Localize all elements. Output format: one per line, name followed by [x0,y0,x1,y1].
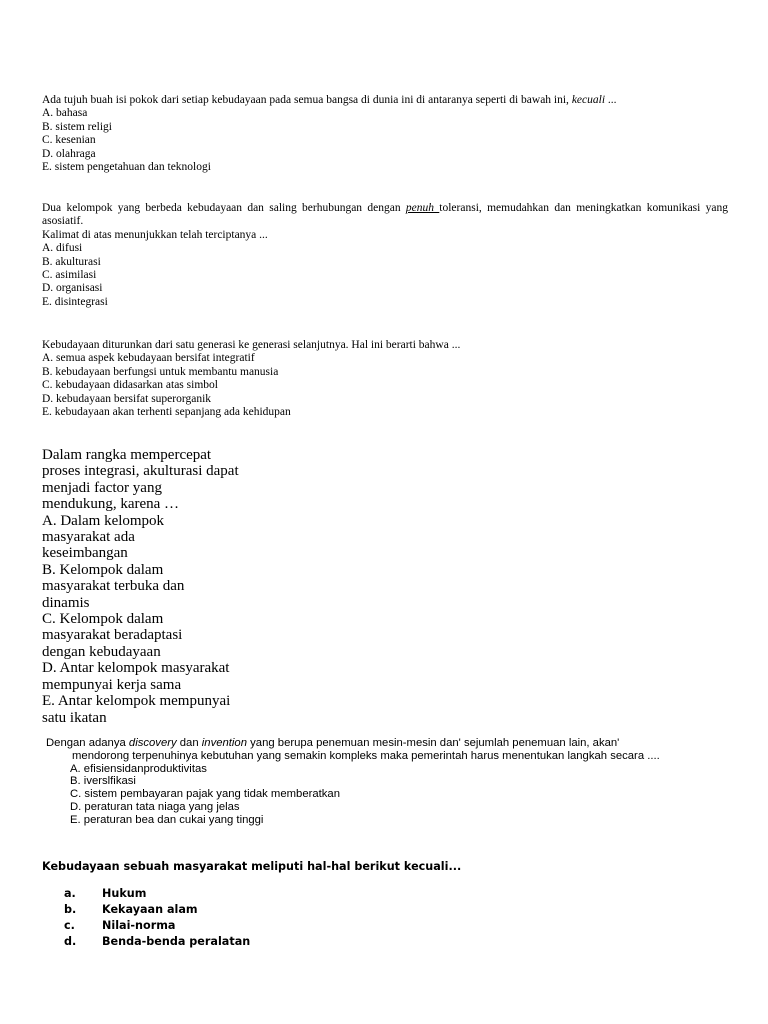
question-5-stem-part-b: dan [176,737,202,749]
question-5-options [42,763,728,827]
question-6-option-letter: a. [64,887,76,900]
question-5-option-a: A. efisiensidanproduktivitas [70,762,207,775]
question-3-option-a: A. semua aspek kebudayaan bersifat integratif [42,352,255,365]
question-6-option [42,934,728,950]
question-4-option-c: C. Kelompok dalam [42,611,164,628]
question-4-line: proses integrasi, akulturasi dapat [42,463,239,480]
question-6-option-text: Kekayaan alam [102,903,198,916]
question-1-stem-text: Ada tujuh buah isi pokok dari setiap kebudayaan pada semua bangsa di dunia ini di antaranya seperti di bawah ini, [42,94,572,106]
question-4-option-a-cont: masyarakat ada [42,529,135,546]
question-3-option-e: E. kebudayaan akan terhenti sepanjang ada kehidupan [42,406,291,419]
question-3-stem: Kebudayaan diturunkan dari satu generasi ke generasi selanjutnya. Hal ini berarti bahwa ... [42,339,461,351]
question-4-line: menjadi factor yang [42,479,162,496]
question-5-stem-line-2: mendorong terpenuhinya kebutuhan yang semakin kompleks maka pemerintah harus menentukan langkah secara .... [72,749,660,762]
question-4-option-b: B. Kelompok dalam [42,561,164,578]
question-2-stem-2: Kalimat di atas menunjukkan telah terciptanya ... [42,228,268,241]
question-4-option-b-cont: dinamis [42,594,90,611]
question-1-option-d: D. olahraga [42,147,96,160]
question-5-option-b: B. iverslfikasi [70,775,136,788]
question-4-option-a: A. Dalam kelompok [42,512,165,529]
question-6-option-text: Hukum [102,887,147,900]
question-5-option-e: E. peraturan bea dan cukai yang tinggi [70,813,264,826]
question-5-option-d: D. peraturan tata niaga yang jelas [70,800,240,813]
question-5-stem [42,737,728,763]
question-2-option-c: C. asimilasi [42,269,97,282]
question-6-options [42,886,728,950]
question-1-stem [42,94,728,107]
question-4-option-a-cont: keseimbangan [42,545,128,562]
question-3-option-c: C. kebudayaan didasarkan atas simbol [42,379,218,392]
question-2-option-a: A. difusi [42,242,83,255]
question-6-option-text: Nilai-norma [102,919,176,932]
question-5-italic-invention: invention [201,737,248,749]
question-6-option [42,918,728,934]
question-3 [42,339,728,419]
question-1-stem-end: ... [605,94,617,106]
question-4-option-b-cont: masyarakat terbuka dan [42,578,185,595]
question-2-stem [42,202,728,229]
question-4-option-d-cont: mempunyai kerja sama [42,676,182,693]
question-6-option [42,902,728,918]
question-5-italic-discovery: discovery [128,737,177,749]
question-6-option-text: Benda-benda peralatan [102,935,251,948]
question-2-option-b: B. akulturasi [42,255,101,268]
question-3-option-b: B. kebudayaan berfungsi untuk membantu manusia [42,365,279,378]
question-2-stem-part-a: Dua kelompok yang berbeda kebudayaan dan saling berhubungan dengan [42,202,406,214]
question-2-stem-underlined: penuh [405,202,440,214]
question-6 [42,859,728,950]
question-6-stem: Kebudayaan sebuah masyarakat meliputi hal-hal berikut kecuali... [42,860,462,873]
question-2-option-e: E. disintegrasi [42,295,108,308]
question-6-option-letter: d. [64,935,77,948]
question-5-option-c: C. sistem pembayaran pajak yang tidak memberatkan [70,788,340,801]
question-4 [42,447,282,726]
question-3-option-d: D. kebudayaan bersifat superorganik [42,392,212,405]
question-1-option-a: A. bahasa [42,107,88,120]
question-1-option-e: E. sistem pengetahuan dan teknologi [42,161,211,174]
question-2-option-d: D. organisasi [42,282,103,295]
question-5 [42,737,728,827]
question-4-option-c-cont: dengan kebudayaan [42,643,161,660]
question-4-option-d: D. Antar kelompok masyarakat [42,660,230,677]
question-4-line: Dalam rangka mempercepat [42,447,212,463]
question-1-option-c: C. kesenian [42,134,96,147]
question-6-option [42,886,728,902]
question-4-line: mendukung, karena … [42,496,180,513]
question-6-option-letter: b. [64,903,77,916]
question-5-stem-part-c: yang berupa penemuan mesin-mesin dan' sejumlah penemuan lain, akan' [247,737,620,749]
question-2 [42,202,728,309]
question-1-stem-italic: kecuali [571,94,606,106]
question-1 [42,94,728,174]
question-4-option-e: E. Antar kelompok mempunyai [42,693,231,710]
question-6-option-letter: c. [64,919,75,932]
question-4-option-c-cont: masyarakat beradaptasi [42,627,183,644]
question-2-stem-part-b: toleransi, memudahkan dan meningkatkan komunikasi yang asosiatif. [42,202,729,228]
question-1-option-b: B. sistem religi [42,120,112,133]
question-5-stem-part-a: Dengan adanya [46,737,129,749]
question-4-option-e-cont: satu ikatan [42,709,107,726]
